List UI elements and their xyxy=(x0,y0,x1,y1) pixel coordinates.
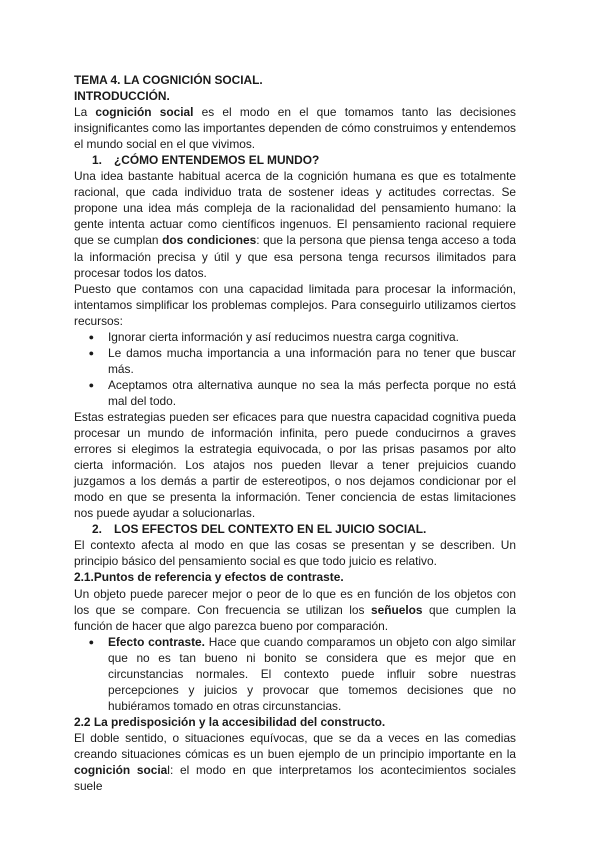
subsection-2-2-paragraph xyxy=(74,730,516,794)
bullet-icon: ● xyxy=(88,331,94,342)
subsection-2-1-bold: señuelos xyxy=(370,602,423,617)
subsection-2-1-heading: 2.1.Puntos de referencia y efectos de contraste. xyxy=(74,570,344,585)
section-1-paragraph-3: Estas estrategias pueden ser eficaces para que nuestra capacidad cognitiva pueda procesar un mundo de información infinita, pero puede conducirnos a graves errores si elegimos la estrategia equivocada, o por las prisas pasamos por alto cierta información. Los atajos nos pueden llevar a tener prejuicios cuando juzgamos a los demás a partir de estereotipos, o nos dejamos condicionar por el modo en que se presenta la información. Tener conciencia de estas limitaciones nos puede ayudar a solucionarlas. xyxy=(74,409,516,521)
list-item xyxy=(74,377,516,409)
section-1-p1-pre: Una idea bastante habitual acerca de la cognición humana es que es totalmente racional, que cada individuo trata de sostener ideas y actitudes correctas. Se propone una idea más compleja de la racionalidad del pensamiento humano: la gente intenta actuar como científicos ingenuos. El pensamiento racional requiere que se cumplan xyxy=(74,169,516,248)
list-item-text: Ignorar cierta información y así reducimos nuestra carga cognitiva. xyxy=(108,329,459,344)
subsection-2-2-pre: El doble sentido, o situaciones equívocas, que se da a veces en las comedias creando situaciones cómicas es un buen ejemplo de un principio importante en la xyxy=(74,730,516,761)
subsection-2-1-pre: Un objeto puede parecer mejor o peor de lo que es en función de los objetos con los que se compare. Con frecuencia se utilizan los xyxy=(74,586,516,617)
bullet-term-text: Hace que cuando comparamos un objeto con algo similar que no es tan bueno ni bonito se considera que es mejor que en circunstancias normales. El contexto puede influir sobre nuestras percepciones y juicios y provocar que tomemos decisiones que no hubiéramos tomado en otras circunstancias. xyxy=(108,634,516,713)
bullet-icon: ● xyxy=(88,636,94,647)
intro-term-bold: cognición social xyxy=(95,105,194,120)
bullet-icon: ● xyxy=(88,379,94,390)
section-2-number: 2. xyxy=(92,522,102,537)
section-2-title: LOS EFECTOS DEL CONTEXTO EN EL JUICIO SOCIAL. xyxy=(114,522,427,537)
document-body xyxy=(74,72,516,794)
list-item xyxy=(74,329,516,345)
list-item-text: Aceptamos otra alternativa aunque no sea la más perfecta porque no está mal del todo. xyxy=(108,377,516,408)
section-1-p1-post: : que la persona que piensa tenga acceso a toda la información precisa y útil y que esa persona tenga recursos ilimitados para procesar todos los datos. xyxy=(74,233,516,280)
section-1-title: ¿CÓMO ENTENDEMOS EL MUNDO? xyxy=(114,153,320,168)
bullet-icon: ● xyxy=(88,347,94,358)
section-2-paragraph-1: El contexto afecta al modo en que las cosas se presentan y se describen. Un principio básico del pensamiento social es que todo juicio es relativo. xyxy=(74,538,516,569)
section-1-p1-bold: dos condiciones xyxy=(162,233,257,248)
list-item xyxy=(74,345,516,377)
section-1-heading xyxy=(74,152,516,168)
intro-heading: INTRODUCCIÓN. xyxy=(74,89,170,104)
section-1-number: 1. xyxy=(92,153,102,168)
subsection-2-1-post: que cumplen la función de hacer que algo parezca bueno por comparación. xyxy=(74,602,517,633)
subsection-2-1-bullet-list xyxy=(74,634,516,714)
list-item xyxy=(74,634,516,714)
list-item-text: Le damos mucha importancia a una información para no tener que buscar más. xyxy=(108,345,516,376)
subsection-2-2-bold: cognición socia xyxy=(74,763,168,778)
intro-paragraph xyxy=(74,104,516,152)
bullet-term-bold: Efecto contraste. xyxy=(108,634,205,649)
intro-text-pre: La xyxy=(74,105,96,120)
section-2-heading xyxy=(74,521,516,537)
list-item-text xyxy=(108,634,516,714)
subsection-2-1-paragraph xyxy=(74,586,516,634)
subsection-2-2-post: l: el modo en que interpretamos los acontecimientos sociales suele xyxy=(74,763,516,794)
document-title: TEMA 4. LA COGNICIÓN SOCIAL. xyxy=(74,73,263,87)
intro-text-post: es el modo en el que tomamos tanto las decisiones insignificantes como las importantes dependen de cómo construimos y entendemos el mundo social en el que vivimos. xyxy=(74,105,516,152)
section-1-bullet-list xyxy=(74,329,516,409)
section-1-paragraph-1 xyxy=(74,168,516,280)
section-1-paragraph-2: Puesto que contamos con una capacidad limitada para procesar la información, intentamos simplificar los problemas complejos. Para conseguirlo utilizamos ciertos recursos: xyxy=(74,281,516,328)
subsection-2-2-heading: 2.2 La predisposición y la accesibilidad del constructo. xyxy=(74,714,386,729)
